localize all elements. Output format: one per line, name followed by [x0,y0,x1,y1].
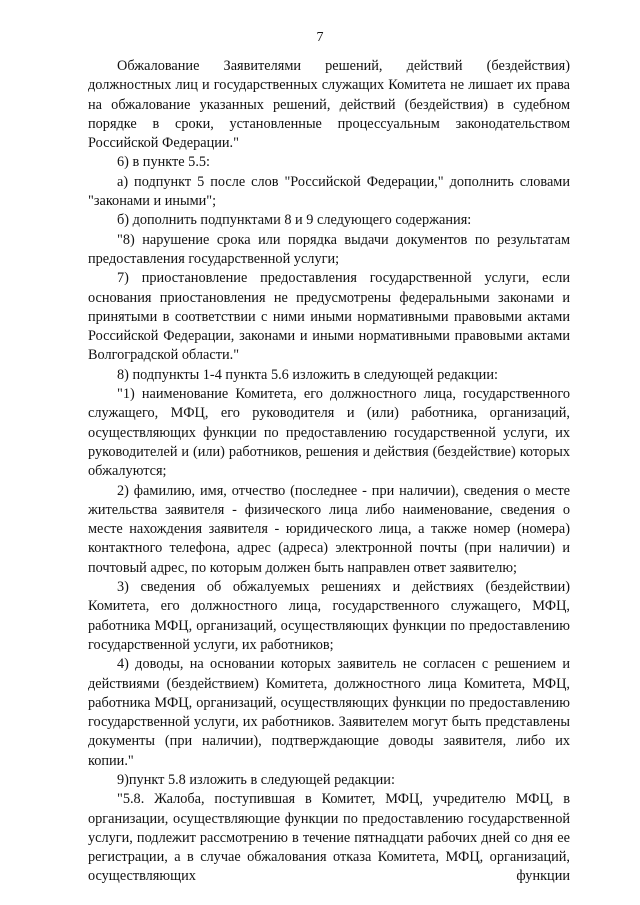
paragraph-subitem-a: а) подпункт 5 после слов "Российской Федерации," дополнить словами "законами и иными"; [88,173,570,210]
paragraph-subpoint-4: 4) доводы, на основании которых заявитель не согласен с решением и действиями (бездействием) Комитета, должностного лица Комитета, МФЦ, работника МФЦ, организаций, осуществляющих функции по предоставлению государственной услуги, их работников. Заявителем могут быть представлены документы (при наличии), подтверждающие доводы заявителя, либо их копии." [88,656,570,769]
paragraph-subitem-b: б) дополнить подпунктами 8 и 9 следующего содержания: [117,212,472,229]
paragraph-appeal-rights: Обжалование Заявителями решений, действий (бездействия) должностных лиц и государственных служащих Комитета не лишает их права на обжалование указанных решений, действий (бездействия) в судебном порядке в сроки, установленные процессуальным законодательством Российской Федерации." [88,58,570,152]
paragraph-subpoint-2: 2) фамилию, имя, отчество (последнее - при наличии), сведения о месте жительства заявителя - физического лица либо наименование, сведения о месте нахождения заявителя - юридического лица, а также номер (номера) контактного телефона, адрес (адреса) электронной почты (при наличии) и почтовый адрес, по которым должен быть направлен ответ заявителю; [88,482,570,576]
paragraph-subpoint-1: "1) наименование Комитета, его должностного лица, государственного служащего, МФЦ, его руководителя и (или) работника, организаций, осуществляющих функции по предоставлению государственной услуги, их руководителей и (или) работников, решения и действия (бездействие) которых обжалуются; [88,386,570,480]
paragraph-subpoint-3: 3) сведения об обжалуемых решениях и действиях (бездействии) Комитета, его должностного лица, государственного служащего, МФЦ, работника МФЦ, организаций, осуществляющих функции по предоставлению государственной услуги, их работников; [88,579,570,653]
paragraph-clause-5-8: "5.8. Жалоба, поступившая в Комитет, МФЦ, учредителю МФЦ, в организации, осуществляющие функции по предоставлению государственной услуги, подлежит рассмотрению в течение пятнадцати рабочих дней со дня ее регистрации, а в случае обжалования отказа Комитета, МФЦ, организаций, осуществляющих функции [88,791,570,885]
paragraph-subpoint-8: "8) нарушение срока или порядка выдачи документов по результатам предоставления государственной услуги; [88,231,570,267]
paragraph-item-9: 9)пункт 5.8 изложить в следующей редакции: [117,771,395,788]
document-body [88,57,570,887]
page-number: 7 [316,30,324,45]
paragraph-item-8: 8) подпункты 1-4 пункта 5.6 изложить в следующей редакции: [117,366,498,383]
paragraph-subpoint-7: 7) приостановление предоставления государственной услуги, если основания приостановления не предусмотрены федеральными законами и принятыми в соответствии с ними иными нормативными правовыми актами Российской Федерации, законами и иными нормативными правовыми актами Волгоградской области." [88,270,570,364]
paragraph-item-6: 6) в пункте 5.5: [117,154,211,171]
